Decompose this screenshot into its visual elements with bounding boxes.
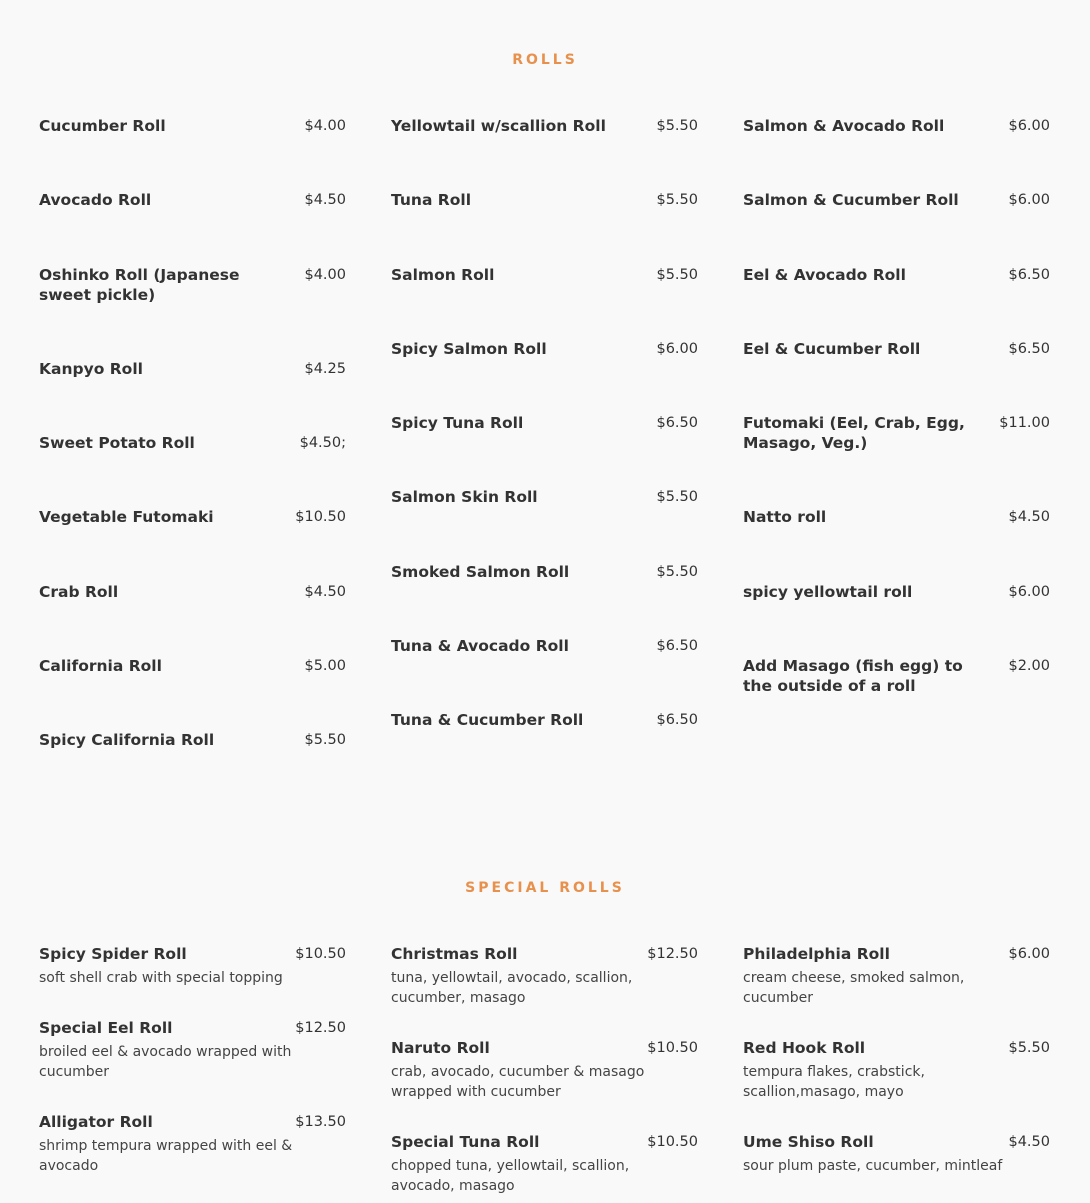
menu-item-header [39,116,346,136]
menu-item-name: Cucumber Roll [39,117,166,135]
menu-item-header [39,944,346,964]
menu-item-header [39,433,346,453]
menu-item-spicy-tuna-roll [391,413,698,433]
menu-item-price: $6.00 [656,341,698,357]
menu-item-alligator-roll [39,1112,346,1176]
menu-item-header [743,116,1050,136]
menu-item-oshinko-roll-japanese-sweet-pickle [39,265,346,305]
menu-item-header [391,710,698,730]
menu-item-header [391,116,698,136]
menu-item-name: Naruto Roll [391,1039,490,1057]
menu-item-description: crab, avocado, cucumber & masago wrapped with cucumber [391,1064,645,1100]
menu-item-price: $6.50 [1008,341,1050,357]
menu-item-name: Special Tuna Roll [391,1133,540,1151]
menu-item-header [743,582,1050,602]
menu-item-price: $6.00 [1008,584,1050,600]
menu-item-description: broiled eel & avocado wrapped with cucumber [39,1044,292,1080]
menu-item-price: $6.50 [656,638,698,654]
menu-item-price: $5.50 [1008,1040,1050,1056]
menu-item-name: Eel & Avocado Roll [743,266,906,284]
menu-item-name: Kanpyo Roll [39,360,143,378]
menu-item-tuna-cucumber-roll [391,710,698,730]
menu-item-yellowtail-w-scallion-roll [391,116,698,136]
menu-item-name: Smoked Salmon Roll [391,563,570,581]
menu-item-special-eel-roll [39,1018,346,1082]
menu-item-price: $4.50; [299,435,346,451]
menu-item-spicy-spider-roll [39,944,346,989]
menu-item-name: Alligator Roll [39,1113,153,1131]
menu-item-price: $10.50 [647,1040,698,1056]
menu-item-name: Natto roll [743,508,827,526]
menu-item-price: $5.50 [656,564,698,580]
menu-item-name: Tuna & Cucumber Roll [391,711,584,729]
menu-item-header [391,1132,698,1152]
menu-item-salmon-avocado-roll [743,116,1050,136]
menu-item-header [743,1132,1050,1152]
menu-item-price: $4.00 [304,267,346,283]
menu-item-header [39,265,346,305]
menu-item-description: chopped tuna, yellowtail, scallion, avocado, masago [391,1158,630,1194]
menu-item-header [39,582,346,602]
menu-item-price: $4.50 [304,192,346,208]
menu-item-add-masago-fish-egg-to-the-outside-of-a-roll [743,656,1050,696]
menu-item-description: cream cheese, smoked salmon, cucumber [743,970,965,1006]
menu-item-salmon-roll [391,265,698,285]
menu-item-header [391,1038,698,1058]
menu-item-header [391,339,698,359]
menu-item-price: $10.50 [295,509,346,525]
special-rolls-section-title: SPECIAL ROLLS [465,880,625,896]
menu-item-price: $10.50 [647,1134,698,1150]
menu-item-vegetable-futomaki [39,507,346,527]
menu-item-name: Eel & Cucumber Roll [743,340,921,358]
menu-item-price: $6.00 [1008,192,1050,208]
menu-item-name: Oshinko Roll (Japanese sweet pickle) [39,266,240,304]
menu-item-header [39,507,346,527]
menu-item-header [743,265,1050,285]
menu-item-salmon-skin-roll [391,487,698,507]
menu-item-name: Yellowtail w/scallion Roll [391,117,606,135]
menu-item-ume-shiso-roll [743,1132,1050,1177]
menu-item-crab-roll [39,582,346,602]
menu-item-price: $4.00 [304,118,346,134]
menu-item-name: Add Masago (fish egg) to the outside of a roll [743,657,963,695]
menu-item-description: shrimp tempura wrapped with eel & avocado [39,1138,293,1174]
menu-item-name: Salmon Skin Roll [391,488,538,506]
menu-item-special-tuna-roll [391,1132,698,1196]
menu-item-name: Spicy California Roll [39,731,215,749]
menu-item-price: $10.50 [295,946,346,962]
menu-item-name: Vegetable Futomaki [39,508,214,526]
menu-item-name: Avocado Roll [39,191,152,209]
menu-item-name: Salmon & Avocado Roll [743,117,945,135]
menu-item-red-hook-roll [743,1038,1050,1102]
menu-item-header [743,507,1050,527]
menu-item-price: $5.50 [656,118,698,134]
menu-item-header [391,636,698,656]
menu-item-header [391,487,698,507]
menu-item-tuna-avocado-roll [391,636,698,656]
menu-item-name: spicy yellowtail roll [743,583,913,601]
menu-item-name: Christmas Roll [391,945,518,963]
menu-item-price: $6.50 [1008,267,1050,283]
menu-item-price: $5.50 [656,267,698,283]
menu-item-name: Crab Roll [39,583,119,601]
menu-item-header [39,730,346,750]
menu-item-header [743,413,1050,453]
menu-item-eel-cucumber-roll [743,339,1050,359]
menu-item-name: Spicy Salmon Roll [391,340,547,358]
menu-item-avocado-roll [39,190,346,210]
menu-item-header [39,1018,346,1038]
menu-item-price: $5.50 [656,192,698,208]
menu-item-price: $4.50 [1008,1134,1050,1150]
menu-item-spicy-california-roll [39,730,346,750]
menu-item-name: Tuna & Avocado Roll [391,637,569,655]
menu-item-header [743,190,1050,210]
menu-item-name: Spicy Tuna Roll [391,414,524,432]
menu-item-philadelphia-roll [743,944,1050,1008]
menu-item-price: $4.50 [1008,509,1050,525]
menu-item-header [39,1112,346,1132]
menu-item-header [743,339,1050,359]
menu-item-price: $12.50 [647,946,698,962]
menu-item-header [743,944,1050,964]
menu-item-header [391,190,698,210]
menu-item-description: tempura flakes, crabstick, scallion,masago, mayo [743,1064,925,1100]
menu-item-price: $5.50 [656,489,698,505]
menu-item-header [391,562,698,582]
menu-item-tuna-roll [391,190,698,210]
menu-item-sweet-potato-roll [39,433,346,453]
menu-item-header [391,265,698,285]
menu-item-price: $5.00 [304,658,346,674]
menu-item-name: Tuna Roll [391,191,472,209]
menu-item-name: Ume Shiso Roll [743,1133,874,1151]
menu-item-price: $4.25 [304,361,346,377]
menu-item-name: Spicy Spider Roll [39,945,187,963]
menu-item-price: $6.00 [1008,118,1050,134]
menu-item-name: Red Hook Roll [743,1039,866,1057]
rolls-section-title: ROLLS [512,52,578,68]
menu-item-name: California Roll [39,657,162,675]
menu-item-name: Futomaki (Eel, Crab, Egg, Masago, Veg.) [743,414,965,452]
menu-item-eel-avocado-roll [743,265,1050,285]
menu-item-price: $5.50 [304,732,346,748]
menu-item-name: Salmon & Cucumber Roll [743,191,959,209]
menu-item-name: Philadelphia Roll [743,945,890,963]
menu-item-price: $6.50 [656,712,698,728]
menu-item-price: $2.00 [1008,658,1050,674]
menu-item-header [743,656,1050,696]
menu-item-header [743,1038,1050,1058]
menu-item-price: $6.50 [656,415,698,431]
menu-item-price: $6.00 [1008,946,1050,962]
menu-item-price: $4.50 [304,584,346,600]
menu-item-description: soft shell crab with special topping [39,970,283,986]
menu-item-california-roll [39,656,346,676]
menu-item-name: Sweet Potato Roll [39,434,195,452]
menu-item-header [391,944,698,964]
menu-item-futomaki-eel-crab-egg-masago-veg [743,413,1050,453]
menu-item-header [39,190,346,210]
menu-item-description: tuna, yellowtail, avocado, scallion, cucumber, masago [391,970,633,1006]
menu-item-price: $11.00 [999,415,1050,431]
menu-item-christmas-roll [391,944,698,1008]
menu-item-kanpyo-roll [39,359,346,379]
menu-item-salmon-cucumber-roll [743,190,1050,210]
menu-item-smoked-salmon-roll [391,562,698,582]
menu-item-spicy-salmon-roll [391,339,698,359]
menu-item-natto-roll [743,507,1050,527]
menu-item-price: $13.50 [295,1114,346,1130]
menu-item-naruto-roll [391,1038,698,1102]
menu-item-description: sour plum paste, cucumber, mintleaf [743,1158,1003,1174]
menu-item-header [39,656,346,676]
menu-item-price: $12.50 [295,1020,346,1036]
menu-item-name: Salmon Roll [391,266,495,284]
menu-item-header [39,359,346,379]
menu-item-header [391,413,698,433]
menu-item-cucumber-roll [39,116,346,136]
menu-item-name: Special Eel Roll [39,1019,173,1037]
menu-item-spicy-yellowtail-roll [743,582,1050,602]
